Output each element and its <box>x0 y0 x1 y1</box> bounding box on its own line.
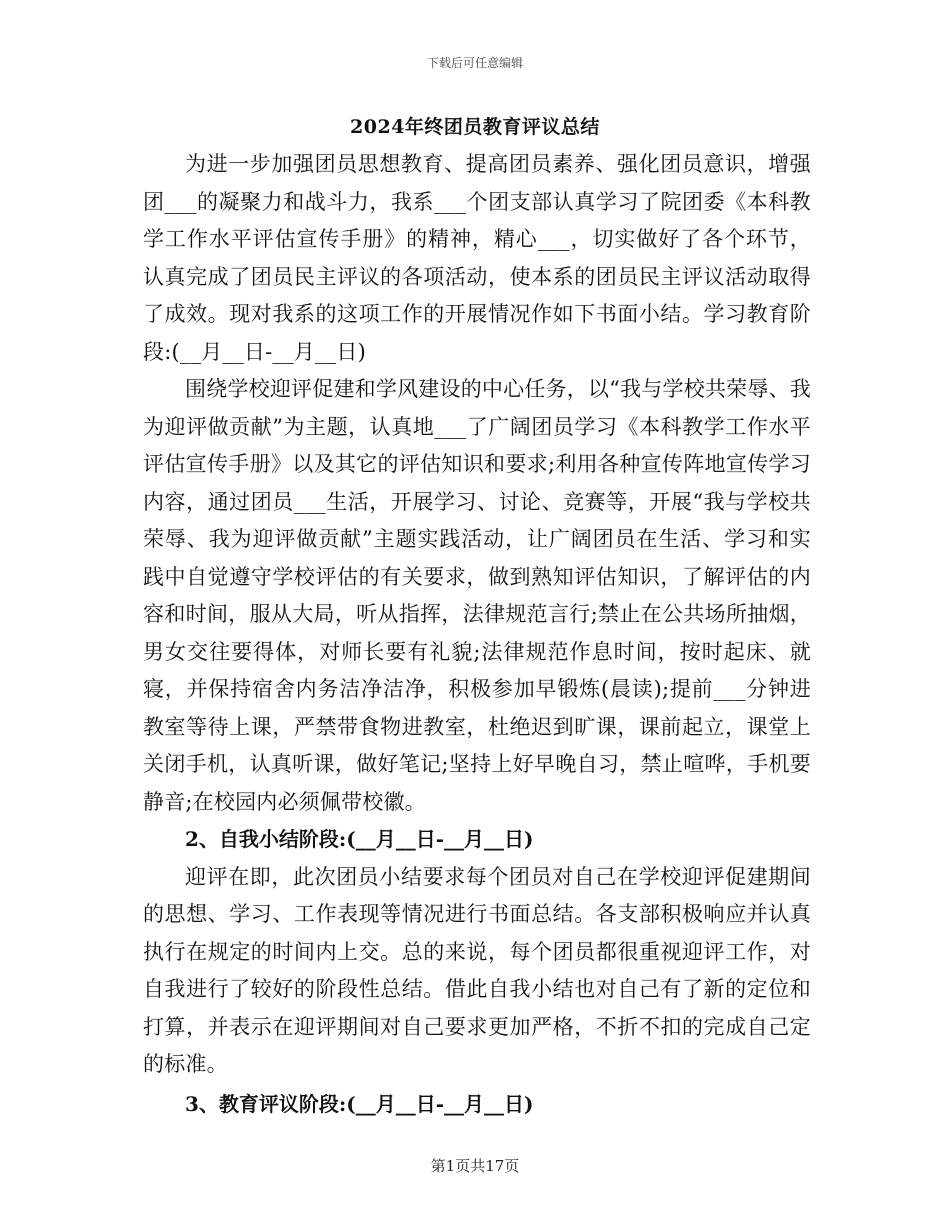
paragraph-study-stage: 围绕学校迎评促建和学风建设的中心任务，以“我与学校共荣辱、我为迎评做贡献”为主题，认真地___了广阔团员学习《本科教学工作水平评估宣传手册》以及其它的评估知识和要求;利用各种宣传阵地宣传学习内容，通过团员___生活，开展学习、讨论、竞赛等，开展“我与学校共荣辱、我为迎评做贡献”主题实践活动，让广阔团员在生活、学习和实践中自觉遵守学校评估的有关要求，做到熟知评估知识，了解评估的内容和时间，服从大局，听从指挥，法律规范言行;禁止在公共场所抽烟，男女交往要得体，对师长要有礼貌;法律规范作息时间，按时起床、就寝，并保持宿舍内务洁净洁净，积极参加早锻炼(晨读);提前___分钟进教室等待上课，严禁带食物进教室，杜绝迟到旷课，课前起立，课堂上关闭手机，认真听课，做好笔记;坚持上好早晚自习，禁止喧哗，手机要静音;在校园内必须佩带校徽。 <box>143 377 811 814</box>
document-title: 2024年终团员教育评议总结 <box>350 116 600 138</box>
page-footer: 第1页共17页 <box>430 1157 520 1175</box>
section-heading-self-summary: 2、自我小结阶段:(__月__日-__月__日) <box>185 827 534 851</box>
document-body <box>143 146 811 1123</box>
paragraph-intro: 为进一步加强团员思想教育、提高团员素养、强化团员意识，增强团___的凝聚力和战斗力，我系___个团支部认真学习了院团委《本科教学工作水平评估宣传手册》的精神，精心___，切实做好了各个环节，认真完成了团员民主评议的各项活动，使本系的团员民主评议活动取得了成效。现对我系的这项工作的开展情况作如下书面小结。学习教育阶段:(__月__日-__月__日) <box>143 152 811 364</box>
header-note: 下载后可任意编辑 <box>426 56 523 70</box>
paragraph-self-summary: 迎评在即，此次团员小结要求每个团员对自己在学校迎评促建期间的思想、学习、工作表现等情况进行书面总结。各支部积极响应并认真执行在规定的时间内上交。总的来说，每个团员都很重视迎评工作，对自我进行了较好的阶段性总结。借此自我小结也对自己有了新的定位和打算，并表示在迎评期间对自己要求更加严格，不折不扣的完成自己定的标准。 <box>143 864 811 1076</box>
section-heading-evaluation: 3、教育评议阶段:(__月__日-__月__日) <box>185 1091 534 1116</box>
